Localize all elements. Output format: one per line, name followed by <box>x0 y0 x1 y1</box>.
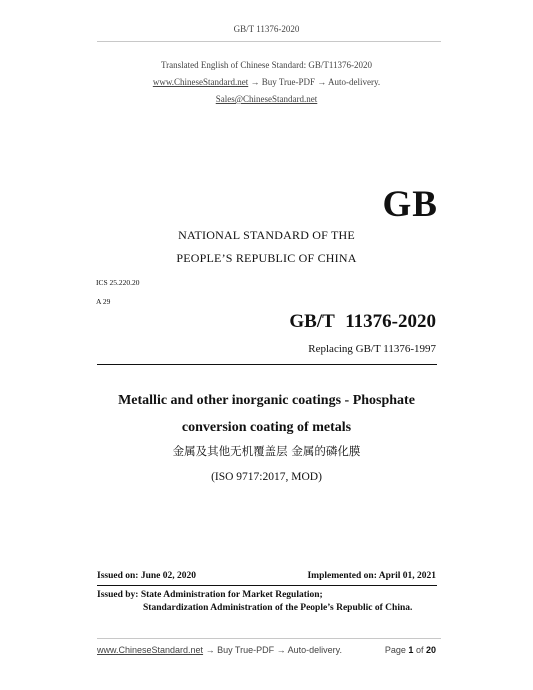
page-header-title: GB/T 11376-2020 <box>233 24 300 34</box>
document-title-line1: Metallic and other inorganic coatings - Phosphate <box>118 393 415 408</box>
footer-buy-text: → Buy True-PDF → Auto-delivery. <box>203 645 342 655</box>
email-line <box>0 94 533 104</box>
issuer-line1: Issued by: State Administration for Market Regulation; <box>97 590 323 600</box>
title-divider <box>97 364 437 365</box>
footer-site-link[interactable]: www.ChineseStandard.net <box>97 645 204 655</box>
issuer-line2: Standardization Administration of the People’s Republic of China. <box>143 603 413 613</box>
footer-divider <box>97 638 441 639</box>
site-link[interactable]: www.ChineseStandard.net <box>152 77 249 87</box>
document-title-chinese: 金属及其他无机覆盖层 金属的磷化膜 <box>172 444 361 458</box>
ics-code: ICS 25.220.20 <box>96 278 140 287</box>
document-title-line2: conversion coating of metals <box>181 420 352 435</box>
national-standard-line2: PEOPLE’S REPUBLIC OF CHINA <box>176 251 357 265</box>
buy-text: → Buy True-PDF → Auto-delivery. <box>248 77 381 87</box>
page-total: 20 <box>425 645 436 655</box>
standard-number: GB/T 11376-2020 <box>289 311 436 332</box>
page-label: Page <box>384 645 406 655</box>
translation-buy-line <box>0 77 533 87</box>
email-link[interactable]: Sales@ChineseStandard.net <box>215 94 318 104</box>
gb-logo: GB <box>382 184 438 225</box>
page-current: 1 <box>408 645 414 655</box>
translation-notice: Translated English of Chinese Standard: GB/T11376-2020 <box>160 60 373 70</box>
replacing-standard: Replacing GB/T 11376-1997 <box>308 343 436 355</box>
ccs-code: A 29 <box>96 297 111 306</box>
page-of: of <box>415 645 424 655</box>
iso-reference: (ISO 9717:2017, MOD) <box>211 471 322 483</box>
dates-divider <box>97 585 437 586</box>
issued-date: Issued on: June 02, 2020 <box>97 571 196 581</box>
footer-buy-line <box>97 645 342 655</box>
national-standard-line1: NATIONAL STANDARD OF THE <box>178 228 355 242</box>
implemented-date: Implemented on: April 01, 2021 <box>307 571 436 581</box>
page-indicator <box>385 645 436 655</box>
header-divider <box>97 41 441 42</box>
